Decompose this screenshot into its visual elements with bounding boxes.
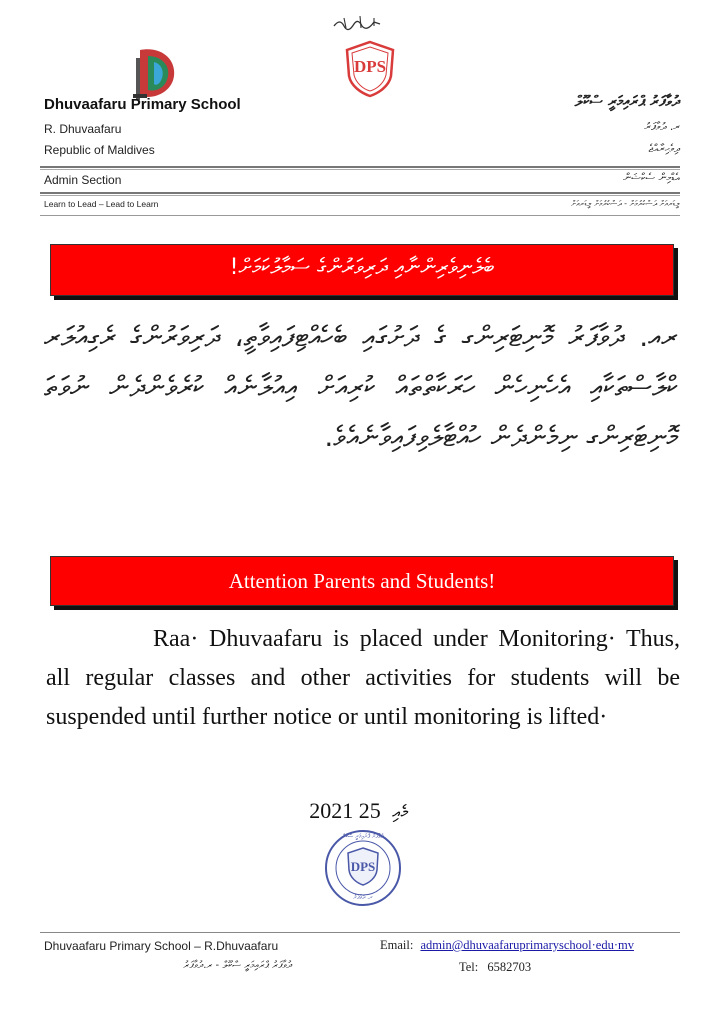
footer-school-dv: ދުވާފަރު ޕްރައިމަރީ ސްކޫލް - ރ.ދުވާފަރު (183, 960, 292, 971)
school-name-en: Dhuvaafaru Primary School (44, 96, 241, 113)
notice-banner-en-text: Attention Parents and Students! (228, 568, 496, 593)
date-day: 25 (358, 798, 381, 823)
notice-banner-dv (50, 244, 674, 296)
tel-value: 6582703 (487, 960, 532, 974)
header-divider-bottom-thin (40, 195, 680, 196)
footer-email-row (380, 938, 634, 953)
footer-divider (40, 932, 680, 933)
notice-date (0, 798, 724, 824)
email-label: Email: (380, 938, 414, 952)
school-logo-left (130, 44, 182, 104)
notice-body-en (46, 620, 680, 737)
address-line2-dv: ދިވެހިރާއްޖެ (648, 142, 680, 155)
school-name-dv: ދުވާފަރު ޕްރައިމަރީ ސްކޫލް (574, 92, 680, 110)
section-label-en: Admin Section (44, 173, 122, 187)
footer-tel-row (459, 960, 531, 975)
school-stamp (323, 828, 403, 908)
address-line2-en: Republic of Maldives (44, 143, 155, 157)
email-link[interactable]: admin@dhuvaafaruprimaryschool·edu·mv (420, 938, 634, 952)
bismillah-calligraphy (330, 12, 386, 34)
motto-dv: ލީޑަރއަށް ދަސްކުރުމަށް - ދަސްކުރުމަށް ލީޑަރއަށް (571, 199, 680, 208)
date-year: 2021 (309, 798, 354, 823)
notice-body-dv: ރއ. ދުވާފަރު މޮނިޓަރިންގ ގެ ދަށުގައި ބެހެއްޓިފައިވާތީ، ދަރިވަރުންގެ ރެގިއުލަރ ކްލާސްތަކާއި އެހެނިހެން ހަރަކާތްތައް ކުރިއަށް އިއުލާނެއް ކުރެވެންދެން ނުވަތަ މޮނިޓަރިންގ ނިމެންދެން ހުއްޓާލެވިފައިވާނެއެވެ. (44, 320, 678, 453)
logo-text: DPS (353, 57, 387, 76)
header-divider-bottom (40, 192, 680, 194)
header-divider-top (40, 166, 680, 168)
stamp-text: DPS (350, 859, 376, 874)
address-line1-en: R. Dhuvaafaru (44, 122, 122, 136)
header-divider-top-thin (40, 169, 680, 170)
address-line1-dv: ރ. ދުވާފަރު (644, 120, 680, 133)
stamp-ring-bottom: ރ. ދުވާފަރު (353, 894, 373, 901)
notice-banner-en (50, 556, 674, 606)
date-month-dv: މެއި (392, 802, 409, 823)
dps-shield-logo (343, 40, 397, 98)
notice-body-en-text: Raa· Dhuvaafaru is placed under Monitoring· Thus, all regular classes and other activities for students will be suspended until further notice or until monitoring is lifted· (46, 626, 680, 730)
motto-en: Learn to Lead – Lead to Learn (44, 199, 159, 209)
notice-banner-dv-text: ބެލެނިވެރިންނާއި ދަރިވަރުންގެ ސަމާލުކަމަށް! (229, 255, 495, 280)
tel-label: Tel: (459, 960, 479, 974)
section-label-dv: އެޑްމިން ސެކްޝަން (623, 171, 680, 184)
stamp-ring-top: ދުވާފަރު ޕްރައިމަރީ ސްކޫލް (342, 833, 384, 840)
footer-school-en: Dhuvaafaru Primary School – R.Dhuvaafaru (44, 939, 279, 953)
motto-divider (40, 215, 680, 216)
